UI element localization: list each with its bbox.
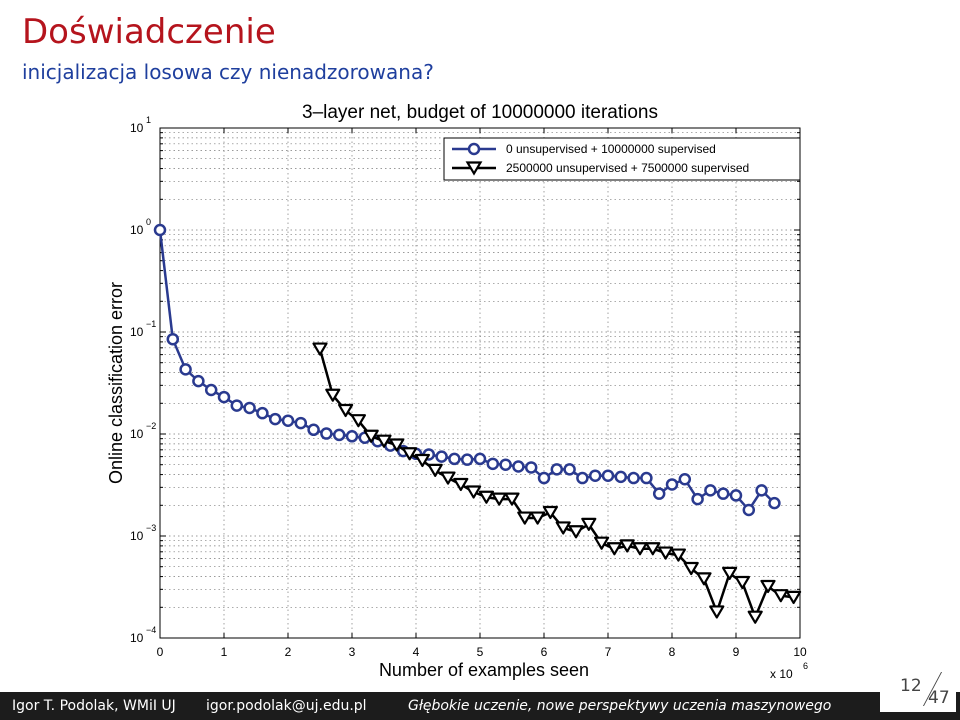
data-point-series-1 <box>680 474 690 484</box>
series-layer <box>155 225 800 623</box>
x-axis-label: Number of examples seen <box>378 660 590 680</box>
grid-lines <box>160 128 800 638</box>
data-point-series-1 <box>526 462 536 472</box>
data-point-series-2 <box>736 577 749 588</box>
footer-bar <box>0 692 960 720</box>
x-multiplier-label: x 10 <box>770 667 793 681</box>
page-number <box>880 668 956 712</box>
page-current: 12 <box>900 676 922 696</box>
data-point-series-1 <box>501 460 511 470</box>
data-point-series-1 <box>513 462 523 472</box>
legend-label-series-1: 0 unsupervised + 10000000 supervised <box>506 142 716 156</box>
series-line-1 <box>160 230 774 510</box>
data-point-series-1 <box>321 429 331 439</box>
data-point-series-2 <box>710 606 723 617</box>
data-point-series-1 <box>577 473 587 483</box>
data-point-series-1 <box>334 430 344 440</box>
data-point-series-1 <box>539 473 549 483</box>
data-point-series-1 <box>283 416 293 426</box>
data-point-series-2 <box>595 538 608 549</box>
y-tick-label: 10 <box>130 325 144 339</box>
legend <box>444 138 800 180</box>
data-point-series-1 <box>309 425 319 435</box>
y-tick-label: 10 <box>130 427 144 441</box>
y-tick-label: 10 <box>130 223 144 237</box>
x-multiplier-exponent: 6 <box>803 661 809 671</box>
footer-talk-title: Głębokie uczenie, nowe perspektywy uczenia maszynowego <box>408 698 832 714</box>
x-tick-label: 10 <box>793 645 807 659</box>
data-point-series-1 <box>616 472 626 482</box>
data-point-series-2 <box>467 487 480 498</box>
data-point-series-1 <box>232 401 242 411</box>
x-tick-label: 7 <box>604 645 612 659</box>
x-tick-label: 0 <box>156 645 164 659</box>
data-point-series-1 <box>257 408 267 418</box>
data-point-series-1 <box>462 455 472 465</box>
data-point-series-1 <box>641 473 651 483</box>
y-tick-label: 10 <box>130 121 144 135</box>
y-tick-label-exponent: −4 <box>146 625 157 635</box>
chart-title: 3–layer net, budget of 10000000 iterations <box>302 102 658 123</box>
x-tick-label: 6 <box>540 645 548 659</box>
x-tick-label: 3 <box>348 645 356 659</box>
data-point-series-1 <box>603 471 613 481</box>
x-tick-label: 5 <box>476 645 484 659</box>
data-point-series-1 <box>744 505 754 515</box>
legend-label-series-2: 2500000 unsupervised + 7500000 supervised <box>506 161 750 175</box>
data-point-series-1 <box>193 376 203 386</box>
data-point-series-1 <box>629 473 639 483</box>
data-point-series-1 <box>245 403 255 413</box>
data-point-series-1 <box>347 431 357 441</box>
data-point-series-2 <box>557 522 570 533</box>
y-tick-label-exponent: −1 <box>146 319 157 329</box>
slide-title: Doświadczenie <box>22 12 276 52</box>
footer-email: igor.podolak@uj.edu.pl <box>206 698 367 714</box>
footer-author: Igor T. Podolak, WMiI UJ <box>12 698 176 714</box>
data-point-series-1 <box>270 414 280 424</box>
legend-marker-series-1 <box>469 144 479 154</box>
x-tick-label: 4 <box>412 645 420 659</box>
page-total: 47 <box>928 688 950 708</box>
data-point-series-1 <box>667 479 677 489</box>
data-point-series-1 <box>693 494 703 504</box>
data-point-series-1 <box>654 489 664 499</box>
y-tick-label: 10 <box>130 631 144 645</box>
data-point-series-1 <box>206 385 216 395</box>
y-tick-label-exponent: 0 <box>146 217 152 227</box>
data-point-series-1 <box>181 364 191 374</box>
data-point-series-1 <box>565 464 575 474</box>
data-point-series-1 <box>731 490 741 500</box>
x-tick-label: 8 <box>668 645 676 659</box>
y-tick-label-exponent: 1 <box>146 115 152 125</box>
slide-subtitle: inicjalizacja losowa czy nienadzorowana? <box>22 60 434 84</box>
y-tick-label: 10 <box>130 529 144 543</box>
data-point-series-2 <box>570 526 583 537</box>
data-point-series-1 <box>168 334 178 344</box>
data-point-series-2 <box>442 473 455 484</box>
data-point-series-1 <box>437 452 447 462</box>
data-point-series-2 <box>314 344 327 355</box>
data-point-series-1 <box>155 225 165 235</box>
data-point-series-2 <box>749 612 762 623</box>
data-point-series-1 <box>757 485 767 495</box>
x-tick-label: 2 <box>284 645 292 659</box>
x-tick-label: 9 <box>732 645 740 659</box>
y-tick-label-exponent: −3 <box>146 523 157 533</box>
data-point-series-1 <box>475 454 485 464</box>
data-point-series-1 <box>769 498 779 508</box>
series-line-2 <box>320 349 794 617</box>
data-point-series-2 <box>698 573 711 584</box>
data-point-series-1 <box>705 485 715 495</box>
x-tick-label: 1 <box>220 645 228 659</box>
data-point-series-1 <box>590 471 600 481</box>
data-point-series-1 <box>296 418 306 428</box>
data-point-series-1 <box>488 459 498 469</box>
data-point-series-1 <box>552 464 562 474</box>
y-tick-label-exponent: −2 <box>146 421 157 431</box>
data-point-series-1 <box>219 392 229 402</box>
y-axis-label: Online classification error <box>106 281 126 485</box>
data-point-series-1 <box>718 489 728 499</box>
data-point-series-1 <box>449 454 459 464</box>
